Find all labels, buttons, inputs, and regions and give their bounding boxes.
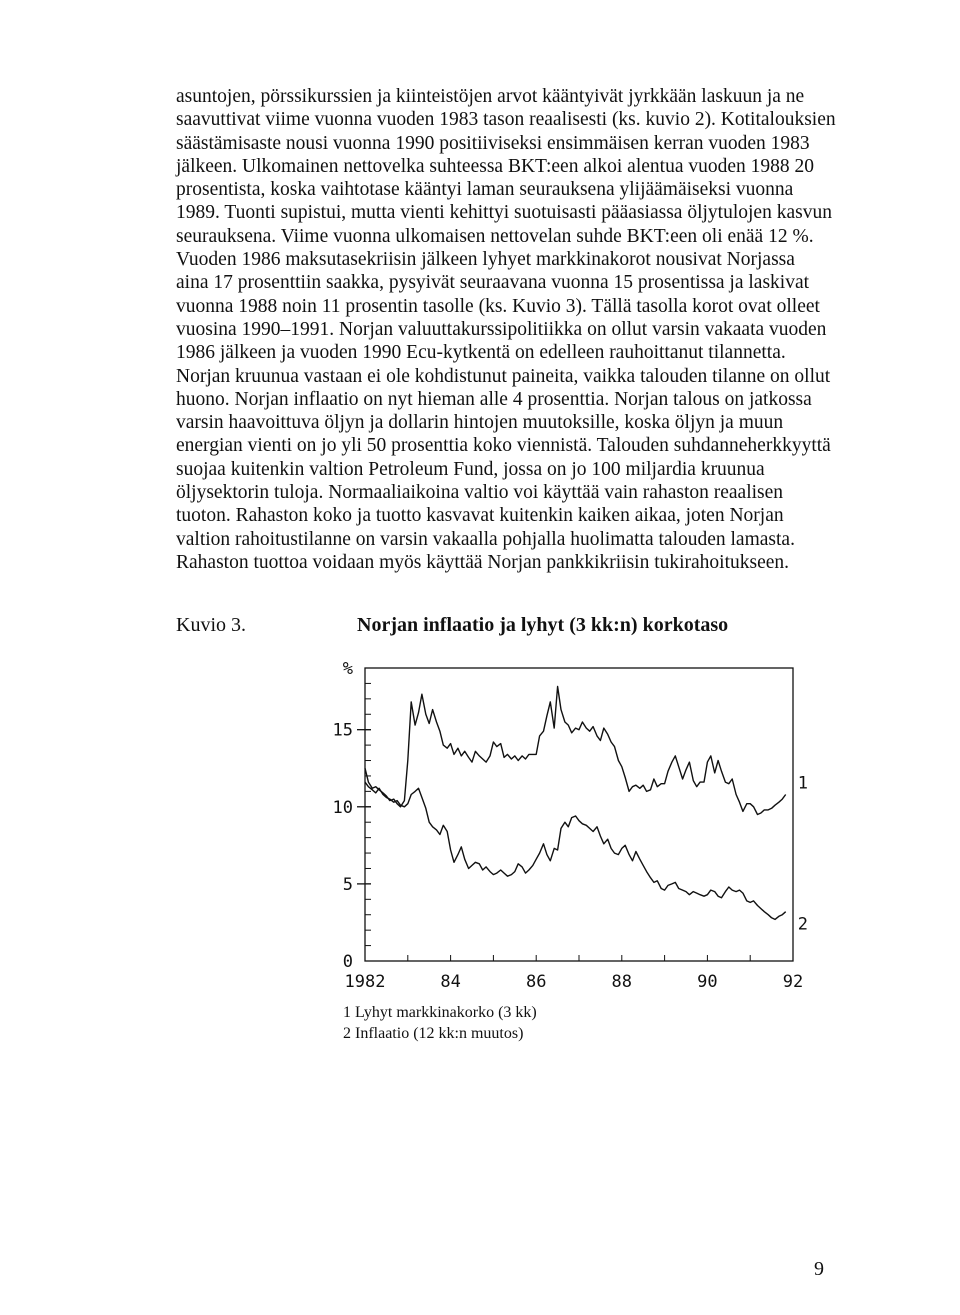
plot-frame xyxy=(365,668,793,961)
body-line: asuntojen, pörssikurssien ja kiinteistöjen arvot kääntyivät jyrkkään laskuun ja ne xyxy=(176,86,805,107)
series-end-label-1: 1 xyxy=(797,773,808,794)
x-tick-label: 90 xyxy=(697,972,718,992)
body-line: tuoton. Rahaston koko ja tuotto kasvavat kuitenkin kaiken aikaa, joten Norjan xyxy=(176,505,784,527)
figure-label: Kuvio 3. xyxy=(176,614,246,636)
body-line: jälkeen. Ulkomainen nettovelka suhteessa BKT:een alkoi alentua vuoden 1988 20 xyxy=(176,155,815,177)
body-line: varsin haavoittuva öljyn ja dollarin hintojen muutoksille, koska öljyn ja muun xyxy=(176,412,784,434)
x-tick-label: 92 xyxy=(782,972,804,992)
body-line: suojaa kuitenkin valtion Petroleum Fund, jossa on jo 100 miljardia kruunua xyxy=(176,458,765,480)
body-line: vuonna 1988 noin 11 prosentin tasolle (ks. Kuvio 3). Tällä tasolla korot ovat olleet xyxy=(176,295,820,317)
body-line: prosentista, koska vaihtotase kääntyi laman seurauksena ylijäämäiseksi vuonna xyxy=(176,179,794,201)
page-number: 9 xyxy=(814,1258,824,1280)
series-line-2 xyxy=(365,782,786,919)
body-line: öljysektorin tuloja. Normaaliaikoina valtio voi käyttää vain rahaston reaalisen xyxy=(176,482,784,504)
x-tick-label: 1982 xyxy=(344,972,386,992)
y-tick-label: 0 xyxy=(342,952,353,972)
x-tick-label: 88 xyxy=(611,972,633,992)
x-tick-label: 86 xyxy=(525,972,547,992)
body-line: Vuoden 1986 maksutasekriisin jälkeen lyhyet markkinakorot nousivat Norjassa xyxy=(176,249,795,271)
body-line: energian vienti on jo yli 50 prosenttia koko viennistä. Talouden suhdanneherkkyyttä xyxy=(176,435,831,457)
body-line: huono. Norjan inflaatio on nyt hieman alle 4 prosenttia. Norjan talous on jatkossa xyxy=(176,388,812,410)
body-line: 1989. Tuonti supistui, mutta vienti kehittyi suotuisasti pääasiassa öljytulojen kasvun xyxy=(176,202,832,224)
figure-title: Norjan inflaatio ja lyhyt (3 kk:n) korkotaso xyxy=(357,614,729,636)
body-line: vuosina 1990–1991. Norjan valuuttakurssipolitiikka on ollut varsin vakaata vuoden xyxy=(176,318,827,340)
chart-legend xyxy=(343,1002,537,1044)
y-axis-label: % xyxy=(342,659,353,679)
body-line: seurauksena. Viime vuonna ulkomaisen nettovelan suhde BKT:een oli enää 12 %. xyxy=(176,225,814,247)
body-line: Rahaston tuottoa voidaan myös käyttää Norjan pankkikriisin tukirahoitukseen. xyxy=(176,551,790,573)
series-end-label-2: 2 xyxy=(797,914,808,935)
y-tick-label: 15 xyxy=(332,720,353,741)
body-line: valtion rahoitustilanne on varsin vakaalla pohjalla huolimatta talouden lamasta. xyxy=(176,528,795,550)
body-line: aina 17 prosenttiin saakka, pysyivät seuraavana vuonna 15 prosentissa ja laskivat xyxy=(176,272,810,294)
body-line: saavuttivat viime vuonna vuoden 1983 tason reaalisesti (ks. kuvio 2). Kotitalouksien xyxy=(176,109,836,131)
body-line: 1986 jälkeen ja vuoden 1990 Ecu-kytkentä on edelleen rauhoittanut tilannetta. xyxy=(176,342,786,364)
legend-item-inflation: 2 Inflaatio (12 kk:n muutos) xyxy=(343,1025,524,1042)
y-tick-label: 10 xyxy=(332,797,353,818)
body-line: säästämisaste nousi vuonna 1990 positiiviseksi ensimmäisen kerran vuoden 1983 xyxy=(176,132,810,154)
y-tick-label: 5 xyxy=(342,874,353,895)
x-tick-label: 84 xyxy=(440,972,461,992)
series-line-1 xyxy=(365,687,786,815)
legend-item-short-rate: 1 Lyhyt markkinakorko (3 kk) xyxy=(343,1004,537,1021)
body-line: Norjan kruunua vastaan ei ole kohdistunut paineita, vaikka talouden tilanne on ollut xyxy=(176,365,831,387)
